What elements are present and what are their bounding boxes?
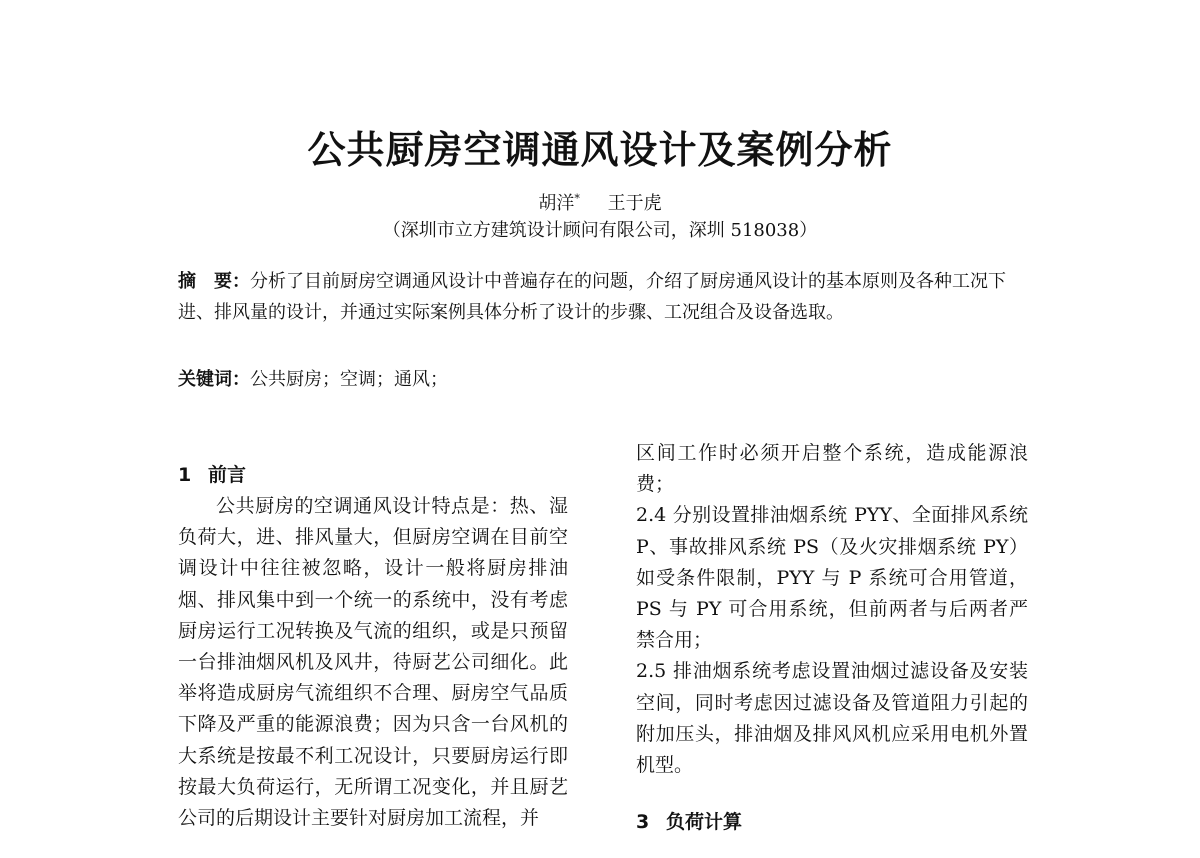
item-2-5: 2.5 排油烟系统考虑设置油烟过滤设备及安装空间，同时考虑因过滤设备及管道阻力引起的附加压头，排油烟及排风风机应采用电机外置机型。 bbox=[636, 660, 1028, 777]
section-spacer bbox=[636, 781, 1028, 807]
section-title: 前言 bbox=[208, 464, 247, 486]
section-number: 1 bbox=[178, 464, 192, 486]
left-column bbox=[178, 460, 568, 834]
section-number: 3 bbox=[636, 811, 650, 834]
paper-title: 公共厨房空调通风设计及案例分析 bbox=[307, 128, 893, 172]
keywords bbox=[178, 364, 1028, 395]
section-heading-load-calculation bbox=[636, 807, 1028, 838]
keywords-label: 关键词： bbox=[178, 369, 250, 390]
continued-paragraph: 区间工作时必须开启整个系统，造成能源浪费； bbox=[636, 442, 1028, 496]
section-heading-introduction bbox=[178, 460, 568, 491]
keywords-text: 公共厨房；空调；通风； bbox=[250, 369, 448, 390]
abstract-label: 摘 要： bbox=[178, 271, 250, 292]
section-title: 负荷计算 bbox=[666, 811, 743, 834]
author-hu-yang bbox=[538, 193, 580, 214]
introduction-paragraph: 公共厨房的空调通风设计特点是：热、湿负荷大，进、排风量大，但厨房空调在目前空调设计中往往被忽略，设计一般将厨房排油烟、排风集中到一个统一的系统中，没有考虑厨房运行工况转换及气流的组织，或是只预留一台排油烟风机及风井，待厨艺公司细化。此举将造成厨房气流组织不合理、厨房空气品质下降及严重的能源浪费；因为只含一台风机的大系统是按最不利工况设计，只要厨房运行即按最大负荷运行，无所谓工况变化，并且厨艺公司的后期设计主要针对厨房加工流程，并 bbox=[178, 495, 568, 830]
author-name: 胡洋 bbox=[538, 193, 575, 214]
affiliation: （深圳市立方建筑设计顾问有限公司，深圳 518038） bbox=[382, 220, 818, 241]
author-list bbox=[0, 186, 1200, 217]
corresponding-author-mark: * bbox=[574, 192, 580, 205]
abstract bbox=[178, 266, 1028, 328]
item-2-4: 2.4 分别设置排油烟系统 PYY、全面排风系统 P、事故排风系统 PS（及火灾排烟系统 PY）如受条件限制，PYY 与 P 系统可合用管道，PS 与 PY 可合用系统，但前两者与后两者严禁合用； bbox=[636, 504, 1028, 652]
author-wang-yuhu: 王于虎 bbox=[607, 193, 662, 214]
abstract-text: 分析了目前厨房空调通风设计中普遍存在的问题，介绍了厨房通风设计的基本原则及各种工况下进、排风量的设计，并通过实际案例具体分析了设计的步骤、工况组合及设备选取。 bbox=[178, 271, 1006, 323]
right-column bbox=[636, 438, 1028, 838]
